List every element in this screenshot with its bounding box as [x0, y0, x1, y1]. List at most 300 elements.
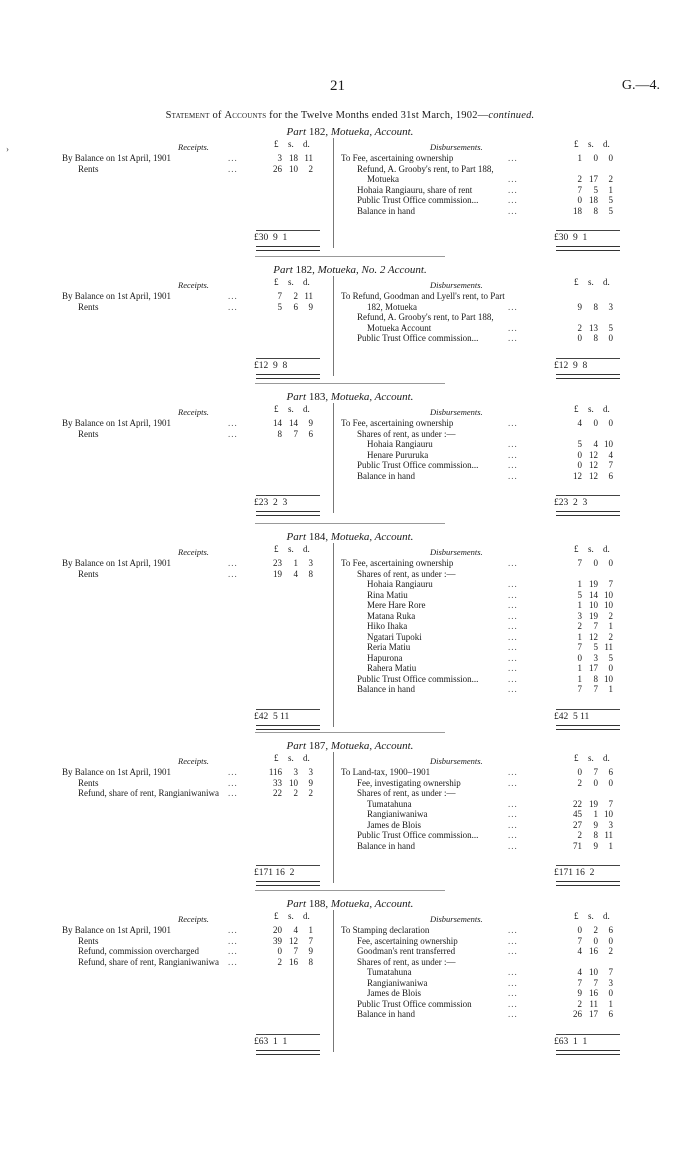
disbursements-total: £42 5 11 [554, 711, 590, 722]
disbursement-pounds: 22 [573, 798, 582, 809]
receipt-label: Refund, commission overcharged [78, 946, 200, 956]
receipt-pence: 2 [308, 788, 313, 798]
leader-dots: ... [508, 767, 518, 777]
disbursement-shillings: 12 [589, 449, 598, 460]
account-part-label: Part [286, 740, 307, 752]
shilling-label: s. [588, 139, 594, 149]
account-name: Motueka, Account. [330, 126, 414, 138]
receipt-pounds: 5 [277, 301, 282, 312]
account-name: Motueka, Account. [330, 898, 414, 910]
double-rule [256, 725, 320, 730]
disbursement-shillings: 12 [589, 470, 598, 481]
receipt-pounds: 23 [273, 558, 282, 568]
leader-dots: ... [508, 1009, 518, 1019]
total-rule [556, 1034, 620, 1035]
account-part-number: 182, [306, 126, 331, 138]
disbursement-pence: 0 [608, 935, 613, 946]
disbursement-row [0, 204, 700, 218]
receipt-shillings: 4 [293, 925, 298, 935]
disbursement-label: To Fee, ascertaining ownership [341, 558, 454, 568]
disbursement-label: Hohaia Rangiauru, share of rent [357, 184, 473, 195]
disbursement-pounds: 0 [577, 460, 582, 470]
account-part-number: 188, [306, 898, 331, 910]
disbursement-pounds: 1 [577, 631, 582, 642]
receipt-shillings: 2 [293, 788, 298, 798]
double-rule [556, 374, 620, 379]
disbursement-pounds: 7 [577, 558, 582, 568]
disbursement-pounds: 4 [577, 946, 582, 956]
disbursement-shillings: 8 [593, 301, 598, 312]
disbursement-label: To Stamping declaration [341, 925, 430, 935]
leader-dots: ... [508, 988, 518, 998]
column-divider [333, 276, 334, 376]
disbursement-pence: 7 [608, 798, 613, 809]
leader-dots: ... [508, 470, 518, 481]
disbursement-label: Rangianiwaniwa [367, 809, 428, 819]
disbursement-pounds: 1 [577, 579, 582, 589]
total-rule [256, 1034, 320, 1035]
disbursement-shillings: 0 [593, 777, 598, 788]
disbursement-label: Public Trust Office commission... [357, 673, 479, 684]
title-rest: for the Twelve Months ended 31st March, 1902— [269, 110, 489, 121]
account-part-label: Part [273, 264, 293, 276]
disbursements-header: Disbursements. [430, 914, 483, 924]
total-rule [256, 865, 320, 866]
disbursement-shillings: 19 [589, 798, 598, 809]
disbursement-pounds: 9 [577, 301, 582, 312]
disbursement-pence: 3 [608, 301, 613, 312]
receipts-header: Receipts. [178, 280, 209, 290]
account-part-label: Part [286, 531, 307, 543]
disbursement-pounds: 7 [577, 977, 582, 988]
disbursement-shillings: 7 [593, 684, 598, 694]
disbursement-shillings: 11 [589, 998, 598, 1009]
leader-dots: ... [228, 777, 238, 788]
disbursement-pence: 1 [608, 621, 613, 631]
leader-dots: ... [508, 460, 518, 470]
total-rule [256, 709, 320, 710]
disbursement-pence: 10 [604, 439, 613, 449]
leader-dots: ... [228, 925, 238, 935]
disbursement-pounds: 7 [577, 684, 582, 694]
disbursement-pence: 1 [608, 998, 613, 1009]
disbursement-label: Rahera Matiu [367, 663, 417, 673]
receipt-pence: 11 [304, 153, 313, 163]
receipt-pounds: 39 [273, 935, 282, 946]
disbursements-header: Disbursements. [430, 407, 483, 417]
account-part-number: 184, [306, 531, 331, 543]
disbursement-label: Refund, A. Grooby's rent, to Part 188, [357, 312, 494, 322]
receipt-shillings: 2 [293, 291, 298, 301]
receipt-label: Rents [78, 428, 99, 439]
disbursement-label: To Fee, ascertaining ownership [341, 153, 454, 163]
disbursement-label: Shares of rent, as under :— [357, 428, 456, 439]
receipt-shillings: 14 [289, 418, 298, 428]
disbursement-label: Matana Ruka [367, 610, 416, 621]
leader-dots: ... [228, 418, 238, 428]
disbursement-shillings: 2 [593, 925, 598, 935]
disbursement-label: Hiko Ihaka [367, 621, 408, 631]
shilling-label: s. [588, 404, 594, 414]
disbursements-total: £12 9 8 [554, 360, 588, 371]
disbursement-pence: 10 [604, 589, 613, 600]
disbursement-pence: 4 [608, 449, 613, 460]
title-lead: Statement [165, 110, 210, 121]
disbursement-shillings: 7 [593, 977, 598, 988]
receipts-total: £63 1 1 [254, 1036, 288, 1047]
disbursement-label: Hapurona [367, 652, 403, 663]
receipts-header: Receipts. [178, 547, 209, 557]
column-divider [333, 752, 334, 883]
shilling-label: s. [288, 753, 294, 763]
disbursement-pence: 3 [608, 977, 613, 988]
disbursement-label: To Refund, Goodman and Lyell's rent, to Part [341, 291, 505, 301]
leader-dots: ... [508, 946, 518, 956]
disbursements-header: Disbursements. [430, 756, 483, 766]
account-part-label: Part [286, 898, 307, 910]
double-rule [556, 881, 620, 886]
account-name: Motueka, Account. [330, 740, 414, 752]
disbursement-pounds: 4 [577, 967, 582, 977]
receipt-label: Rents [78, 777, 99, 788]
account-name: Motueka, Account. [330, 531, 414, 543]
double-rule [556, 511, 620, 516]
double-rule [556, 246, 620, 251]
account-part-number: 182, [292, 264, 318, 276]
leader-dots: ... [508, 301, 518, 312]
pound-sign: £ [574, 753, 579, 763]
disbursement-label: Fee, ascertaining ownership [357, 935, 458, 946]
disbursement-label: Public Trust Office commission... [357, 333, 479, 343]
penny-label: d. [303, 753, 310, 763]
receipt-pence: 6 [308, 428, 313, 439]
receipt-shillings: 10 [289, 163, 298, 174]
account-name: Motueka, No. 2 Account. [317, 264, 427, 276]
disbursement-shillings: 12 [589, 460, 598, 470]
disbursement-pounds: 0 [577, 449, 582, 460]
disbursement-shillings: 17 [589, 1009, 598, 1019]
disbursement-label: Goodman's rent transferred [357, 946, 456, 956]
disbursement-label: Motueka [367, 174, 399, 184]
shilling-label: s. [288, 277, 294, 287]
leader-dots: ... [228, 935, 238, 946]
leader-dots: ... [228, 153, 238, 163]
pound-sign: £ [274, 544, 279, 554]
disbursement-row [0, 331, 700, 345]
disbursement-label: Motueka Account [367, 322, 432, 333]
disbursement-pounds: 18 [573, 205, 582, 216]
account-heading [0, 391, 700, 403]
disbursements-total: £171 16 2 [554, 868, 595, 878]
disbursement-label: 182, Motueka [367, 301, 417, 312]
receipt-pounds: 26 [273, 163, 282, 174]
receipt-pounds: 19 [273, 568, 282, 579]
column-divider [333, 403, 334, 513]
document-reference: G.—4. [621, 78, 660, 93]
disbursement-label: To Land-tax, 1900–1901 [341, 767, 431, 777]
leader-dots: ... [228, 956, 238, 967]
leader-dots: ... [228, 558, 238, 568]
penny-label: d. [303, 139, 310, 149]
disbursement-shillings: 8 [593, 830, 598, 840]
disbursement-pounds: 1 [577, 663, 582, 673]
receipt-label: By Balance on 1st April, 1901 [62, 153, 171, 163]
disbursement-pence: 6 [608, 470, 613, 481]
disbursement-pounds: 0 [577, 333, 582, 343]
leader-dots: ... [508, 830, 518, 840]
leader-dots: ... [508, 418, 518, 428]
disbursement-label: Public Trust Office commission [357, 998, 472, 1009]
column-divider [333, 543, 334, 727]
penny-label: d. [603, 911, 610, 921]
disbursements-header: Disbursements. [430, 142, 483, 152]
leader-dots: ... [508, 673, 518, 684]
disbursement-pounds: 0 [577, 652, 582, 663]
pound-sign: £ [274, 139, 279, 149]
leader-dots: ... [508, 684, 518, 694]
leader-dots: ... [508, 174, 518, 184]
section-separator [255, 523, 445, 524]
account-part-label: Part [286, 126, 307, 138]
receipt-pence: 3 [308, 558, 313, 568]
disbursement-pence: 0 [608, 988, 613, 998]
account-part-number: 187, [306, 740, 331, 752]
disbursement-pounds: 4 [577, 418, 582, 428]
disbursements-total: £63 1 1 [554, 1036, 588, 1047]
account-name: Motueka, Account. [330, 391, 414, 403]
receipt-pounds: 0 [277, 946, 282, 956]
disbursement-pounds: 1 [577, 600, 582, 610]
receipt-pence: 3 [308, 767, 313, 777]
receipt-label: Refund, share of rent, Rangianiwaniwa [78, 788, 219, 798]
disbursement-label: Rina Matiu [367, 589, 408, 600]
disbursement-pounds: 2 [577, 830, 582, 840]
double-rule [256, 246, 320, 251]
receipts-header: Receipts. [178, 914, 209, 924]
penny-label: d. [303, 404, 310, 414]
disbursement-shillings: 0 [593, 935, 598, 946]
disbursement-pence: 0 [608, 558, 613, 568]
disbursement-shillings: 3 [593, 652, 598, 663]
leader-dots: ... [508, 439, 518, 449]
disbursement-shillings: 10 [589, 967, 598, 977]
receipts-header: Receipts. [178, 756, 209, 766]
receipt-pence: 9 [308, 418, 313, 428]
receipt-label: Refund, share of rent, Rangianiwaniwa [78, 956, 219, 967]
disbursement-shillings: 7 [593, 767, 598, 777]
statement-title [0, 110, 700, 121]
receipt-pounds: 8 [277, 428, 282, 439]
double-rule [556, 1050, 620, 1055]
receipts-total: £42 5 11 [254, 711, 290, 722]
disbursement-pence: 2 [608, 174, 613, 184]
disbursement-pence: 2 [608, 631, 613, 642]
account-heading [0, 740, 700, 752]
disbursement-pence: 10 [604, 809, 613, 819]
leader-dots: ... [508, 153, 518, 163]
disbursement-pence: 0 [608, 663, 613, 673]
receipts-header: Receipts. [178, 142, 209, 152]
disbursement-shillings: 7 [593, 621, 598, 631]
total-rule [256, 358, 320, 359]
receipt-pence: 9 [308, 301, 313, 312]
disbursement-pounds: 2 [577, 998, 582, 1009]
disbursement-shillings: 0 [593, 153, 598, 163]
title-accounts: Accounts [224, 110, 267, 121]
disbursement-shillings: 14 [589, 589, 598, 600]
receipt-label: By Balance on 1st April, 1901 [62, 291, 171, 301]
disbursement-label: Balance in hand [357, 470, 415, 481]
disbursement-shillings: 13 [589, 322, 598, 333]
leader-dots: ... [508, 663, 518, 673]
leader-dots: ... [508, 558, 518, 568]
disbursement-pence: 11 [604, 642, 613, 652]
disbursement-pence: 11 [604, 830, 613, 840]
pound-sign: £ [274, 911, 279, 921]
disbursement-pounds: 7 [577, 642, 582, 652]
disbursement-shillings: 16 [589, 946, 598, 956]
disbursement-pounds: 0 [577, 195, 582, 205]
disbursement-pounds: 12 [573, 470, 582, 481]
disbursement-pounds: 1 [577, 153, 582, 163]
disbursement-pounds: 1 [577, 673, 582, 684]
double-rule [256, 1050, 320, 1055]
penny-label: d. [603, 404, 610, 414]
receipt-pence: 9 [308, 946, 313, 956]
disbursement-pence: 10 [604, 673, 613, 684]
section-separator [255, 383, 445, 384]
leader-dots: ... [228, 291, 238, 301]
leader-dots: ... [508, 579, 518, 589]
disbursement-pence: 2 [608, 610, 613, 621]
disbursement-shillings: 5 [593, 184, 598, 195]
leader-dots: ... [508, 610, 518, 621]
disbursement-pounds: 0 [577, 925, 582, 935]
disbursement-pence: 5 [608, 652, 613, 663]
disbursement-label: Balance in hand [357, 1009, 415, 1019]
disbursement-pence: 10 [604, 600, 613, 610]
shilling-label: s. [588, 911, 594, 921]
disbursement-pence: 3 [608, 819, 613, 830]
leader-dots: ... [508, 600, 518, 610]
disbursement-row [0, 469, 700, 483]
disbursement-pence: 1 [608, 184, 613, 195]
disbursement-pounds: 71 [573, 840, 582, 851]
total-rule [256, 495, 320, 496]
disbursement-shillings: 8 [593, 673, 598, 684]
total-rule [556, 495, 620, 496]
receipt-label: Rents [78, 163, 99, 174]
shilling-label: s. [288, 544, 294, 554]
disbursement-shillings: 17 [589, 174, 598, 184]
disbursement-label: Tumatahuna [367, 798, 412, 809]
leader-dots: ... [228, 428, 238, 439]
leader-dots: ... [508, 449, 518, 460]
disbursement-pence: 0 [608, 418, 613, 428]
receipt-label: Rents [78, 935, 99, 946]
receipts-total: £30 9 1 [254, 233, 288, 243]
disbursement-label: Shares of rent, as under :— [357, 788, 456, 798]
disbursement-label: Refund, A. Grooby's rent, to Part 188, [357, 163, 494, 174]
disbursement-pounds: 45 [573, 809, 582, 819]
pound-sign: £ [274, 404, 279, 414]
receipt-pounds: 116 [268, 767, 282, 777]
receipt-pence: 2 [308, 163, 313, 174]
column-divider [333, 138, 334, 248]
disbursement-label: Balance in hand [357, 684, 415, 694]
double-rule [256, 511, 320, 516]
disbursement-label: James de Blois [367, 819, 421, 830]
pound-sign: £ [574, 277, 579, 287]
total-rule [556, 230, 620, 231]
leader-dots: ... [508, 977, 518, 988]
disbursement-shillings: 8 [593, 333, 598, 343]
leader-dots: ... [508, 322, 518, 333]
total-rule [556, 865, 620, 866]
disbursement-pence: 7 [608, 967, 613, 977]
disbursement-pence: 0 [608, 777, 613, 788]
penny-label: d. [603, 544, 610, 554]
disbursement-label: Shares of rent, as under :— [357, 568, 456, 579]
receipt-pounds: 14 [273, 418, 282, 428]
leader-dots: ... [508, 967, 518, 977]
disbursement-pence: 6 [608, 925, 613, 935]
disbursement-pence: 2 [608, 946, 613, 956]
receipts-total: £23 2 3 [254, 498, 288, 508]
pound-sign: £ [274, 753, 279, 763]
disbursement-pence: 6 [608, 767, 613, 777]
receipt-shillings: 16 [289, 956, 298, 967]
leader-dots: ... [508, 652, 518, 663]
receipt-shillings: 1 [293, 558, 298, 568]
margin-mark: › [6, 144, 9, 154]
disbursement-row [0, 682, 700, 696]
receipt-shillings: 12 [289, 935, 298, 946]
pound-sign: £ [574, 544, 579, 554]
disbursement-label: Hohaia Rangiauru [367, 579, 433, 589]
disbursement-label: Mere Hare Rore [367, 600, 426, 610]
receipt-label: By Balance on 1st April, 1901 [62, 925, 171, 935]
total-rule [256, 230, 320, 231]
receipts-total: £12 9 8 [254, 360, 288, 371]
receipt-shillings: 4 [293, 568, 298, 579]
disbursement-shillings: 1 [593, 809, 598, 819]
disbursement-pounds: 2 [577, 777, 582, 788]
leader-dots: ... [508, 631, 518, 642]
disbursement-pounds: 3 [577, 610, 582, 621]
disbursement-row [0, 1007, 700, 1021]
double-rule [256, 374, 320, 379]
account-heading [0, 531, 700, 543]
disbursement-pounds: 5 [577, 589, 582, 600]
double-rule [556, 725, 620, 730]
penny-label: d. [603, 277, 610, 287]
receipt-shillings: 7 [293, 946, 298, 956]
leader-dots: ... [228, 788, 238, 798]
disbursement-shillings: 18 [589, 195, 598, 205]
section-separator [255, 732, 445, 733]
disbursement-pounds: 26 [573, 1009, 582, 1019]
receipt-label: By Balance on 1st April, 1901 [62, 558, 171, 568]
disbursement-pence: 5 [608, 322, 613, 333]
shilling-label: s. [288, 139, 294, 149]
disbursement-shillings: 19 [589, 610, 598, 621]
account-heading [0, 898, 700, 910]
page-number: 21 [330, 78, 345, 94]
penny-label: d. [303, 544, 310, 554]
disbursement-label: Balance in hand [357, 205, 415, 216]
account-heading [0, 126, 700, 138]
